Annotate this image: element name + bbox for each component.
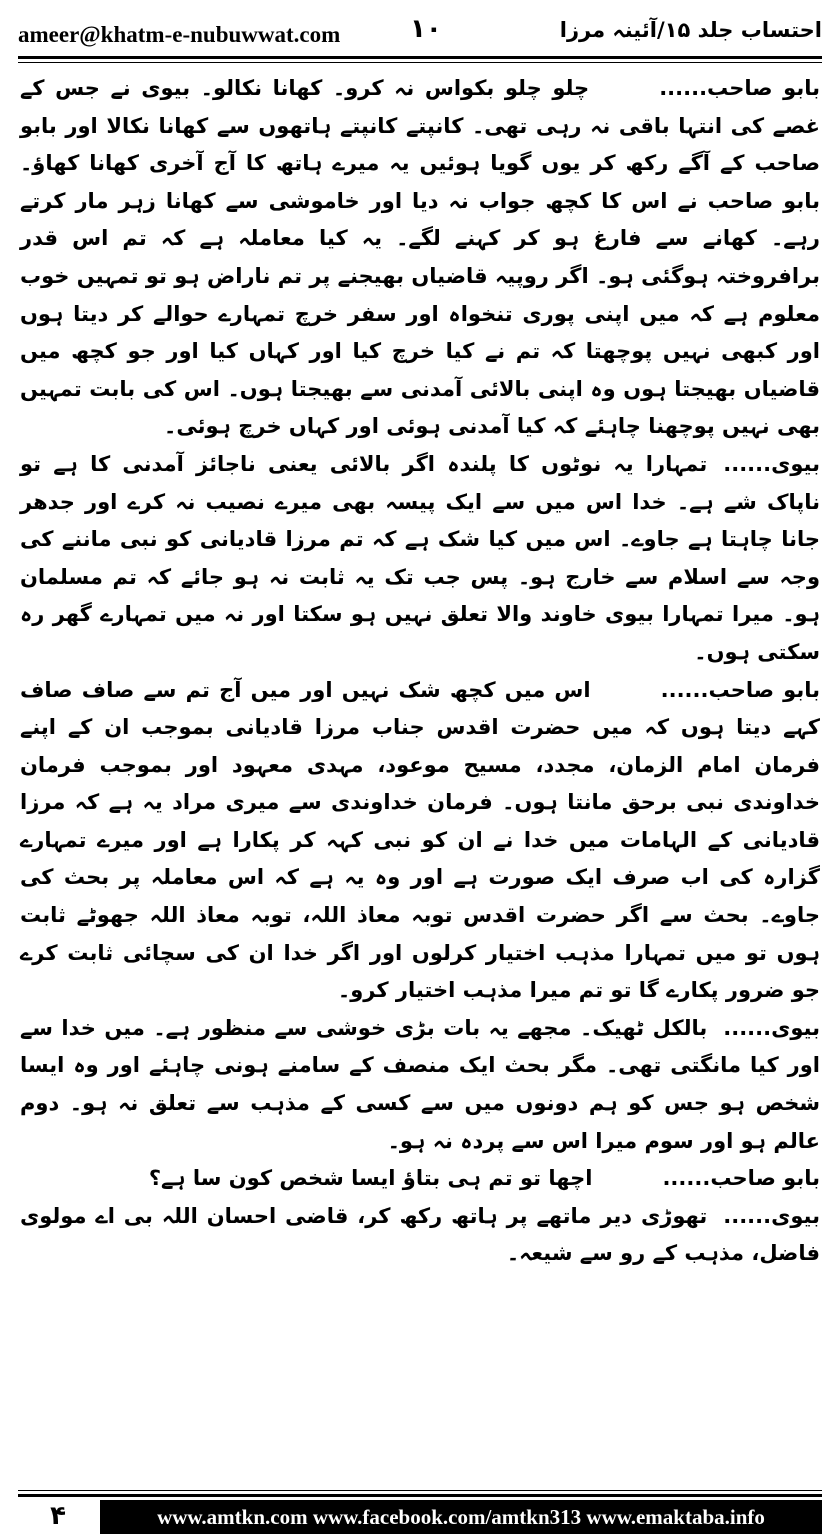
speaker-label: بیوی...... — [723, 451, 820, 476]
paragraph-babu-1 — [20, 70, 820, 446]
page-body — [20, 70, 820, 1273]
paragraph-text: اس میں کچھ شک نہیں اور میں آج تم سے صاف صاف کہے دیتا ہوں کہ میں حضرت اقدس جناب مرزا قادیانی بموجب ان کے اپنے فرمان امام الزمان، مجدد، مسیح موعود، مہدی معہود اور بموجب فرمان خداوندی نبی برحق مانتا ہوں۔ فرمان خداوندی سے میری مراد یہ ہے کہ مرزا قادیانی کے الہامات میں خدا نے ان کو نبی کہہ کر پکارا ہے اور میرے تمہارے گزارہ کی اب صرف ایک صورت ہے اور وہ یہ ہے کہ اس معاملہ پر بحث کی جاوے۔ بحث سے اگر حضرت اقدس توبہ معاذ اللہ، توبہ معاذ اللہ جھوٹے ثابت ہوں تو میں تمہارا مذہب اختیار کرلوں اور اگر خدا ان کی سچائی ثابت کرے جو ضرور پکارے گا تو تم میرا مذہب اختیار کرو۔ — [20, 677, 820, 1003]
paragraph-wife-1 — [20, 446, 820, 672]
speaker-label: بابو صاحب...... — [660, 677, 820, 702]
header-rule-thin — [18, 62, 822, 63]
footer-rule-thin — [18, 1490, 822, 1491]
header-page-number: ۱۰ — [410, 14, 442, 44]
paragraph-text: چلو چلو بکواس نہ کرو۔ کھانا نکالو۔ بیوی نے جس کے غصے کی انتہا باقی نہ رہی تھی۔ کانپتے کانپتے ہاتھوں سے کھانا نکالا اور بابو صاحب کے آگے رکھ کر یوں گویا ہوئیں یہ میرے ہاتھ کا آج آخری کھانا کھاؤ۔ بابو صاحب نے اس کا کچھ جواب نہ دیا اور خاموشی سے کھانا زہر مار کرتے رہے۔ کھانے سے فارغ ہو کر کہنے لگے۔ یہ کیا معاملہ ہے کہ تم اس قدر برافروختہ ہوگئی ہو۔ اگر روپیہ قاضیاں بھیجنے پر تم ناراض ہو تو تمہیں خوب معلوم ہے کہ میں اپنی پوری تنخواہ اور سفر خرچ تمہارے حوالے کر دیتا ہوں اور کبھی نہیں پوچھتا کہ تم نے کیا خرچ کیا اور کہاں کیا اور جو کچھ میں قاضیاں بھیجتا ہوں وہ اپنی بالائی آمدنی سے بھیجتا ہوں۔ اس کی بابت تمہیں بھی نہیں پوچھنا چاہئے کہ کیا آمدنی ہوئی اور کہاں خرچ ہوئی۔ — [20, 76, 820, 439]
speaker-label: بیوی...... — [723, 1015, 820, 1040]
paragraph-babu-2 — [20, 672, 820, 1010]
paragraph-text: تمہارا یہ نوٹوں کا پلندہ اگر بالائی یعنی ناجائز آمدنی کا ہے تو ناپاک شے ہے۔ خدا اس میں سے ایک پیسہ بھی میرے نصیب نہ کرے اور جدھر جانا چاہتا ہے جاوے۔ اس میں کیا شک ہے کہ تم مرزا قادیانی کو نبی ماننے کی وجہ سے اسلام سے خارج ہو۔ پس جب تک یہ ثابت نہ ہو جائے کہ تم مسلمان ہو۔ میرا تمہارا بیوی خاوند والا تعلق نہیں ہو سکتا اور نہ میں تمہارے گھر رہ سکتی ہوں۔ — [20, 451, 820, 664]
speaker-label: بیوی...... — [723, 1203, 820, 1228]
footer-links[interactable]: www.amtkn.com www.facebook.com/amtkn313 www.emaktaba.info — [100, 1500, 822, 1534]
speaker-label: بابو صاحب...... — [659, 76, 820, 100]
footer-rule-thick — [18, 1494, 822, 1497]
footer-page-number: ۴ — [50, 1501, 66, 1531]
paragraph-text: بالکل ٹھیک۔ مجھے یہ بات بڑی خوشی سے منظور ہے۔ میں خدا سے اور کیا مانگتی تھی۔ مگر بحث ایک منصف کے سامنے ہونی چاہئے اور وہ ایسا شخص ہو جس کو ہم دونوں میں سے کسی کے مذہب سے تعلق نہ ہو۔ دوم عالم ہو اور سوم میرا اس سے پردہ نہ ہو۔ — [20, 1015, 820, 1153]
paragraph-wife-2 — [20, 1010, 820, 1160]
speaker-label: بابو صاحب...... — [662, 1166, 820, 1191]
paragraph-wife-3 — [20, 1198, 820, 1273]
header-email[interactable]: ameer@khatm-e-nubuwwat.com — [18, 22, 341, 47]
page-header — [18, 8, 822, 52]
paragraph-babu-3 — [20, 1160, 820, 1198]
paragraph-text: اچھا تو تم ہی بتاؤ ایسا شخص کون سا ہے؟ — [148, 1166, 593, 1191]
paragraph-text: تھوڑی دیر ماتھے پر ہاتھ رکھ کر، قاضی احسان اللہ بی اے مولوی فاضل، مذہب کے رو سے شیعہ۔ — [20, 1203, 820, 1266]
header-rule-thick — [18, 56, 822, 59]
header-book-title: احتساب جلد ۱۵/آئینہ مرزا — [559, 18, 822, 42]
